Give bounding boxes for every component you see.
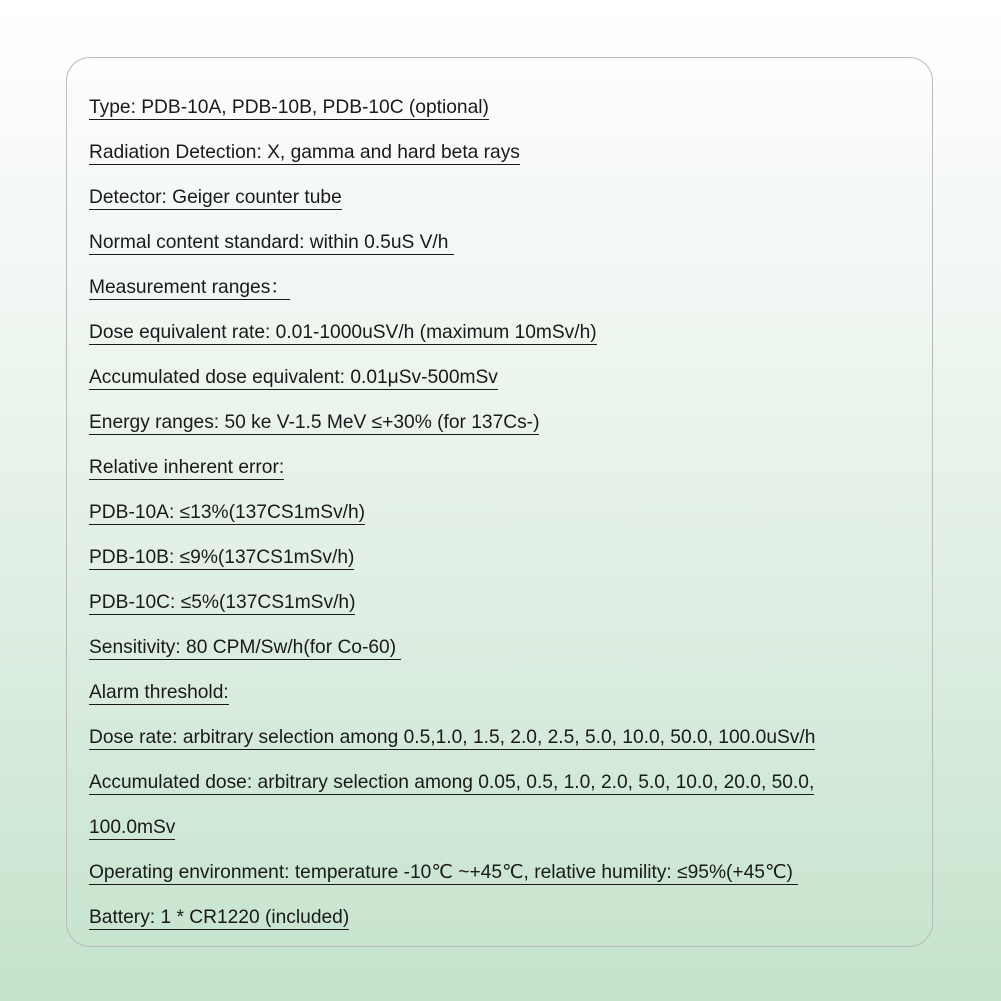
spec-error-pdb-10b: PDB-10B: ≤9%(137CS1mSv/h) <box>89 547 355 568</box>
spec-alarm-accumulated-dose: Accumulated dose: arbitrary selection among 0.05, 0.5, 1.0, 2.0, 5.0, 10.0, 20.0, 50.0, <box>89 772 815 793</box>
spec-error-pdb-10a: PDB-10A: ≤13%(137CS1mSv/h) <box>89 502 366 523</box>
spec-alarm-threshold-heading: Alarm threshold: <box>89 682 229 703</box>
specification-list <box>89 89 815 944</box>
spec-type: Type: PDB-10A, PDB-10B, PDB-10C (optional) <box>89 97 489 118</box>
spec-operating-environment: Operating environment: temperature -10℃ ~+45℃, relative humility: ≤95%(+45℃) <box>89 862 799 883</box>
specification-card <box>66 57 933 947</box>
spec-sensitivity: Sensitivity: 80 CPM/Sw/h(for Co-60) <box>89 637 402 658</box>
spec-energy-ranges: Energy ranges: 50 ke V-1.5 MeV ≤+30% (for 137Cs-) <box>89 412 540 433</box>
spec-alarm-accumulated-dose-continued: 100.0mSv <box>89 817 176 838</box>
spec-battery: Battery: 1 * CR1220 (included) <box>89 907 350 928</box>
spec-dose-equivalent-rate: Dose equivalent rate: 0.01-1000uSV/h (maximum 10mSv/h) <box>89 322 597 343</box>
spec-accumulated-dose-equivalent: Accumulated dose equivalent: 0.01μSv-500mSv <box>89 367 498 388</box>
spec-detector: Detector: Geiger counter tube <box>89 187 342 208</box>
spec-normal-content-standard: Normal content standard: within 0.5uS V/h <box>89 232 454 253</box>
spec-alarm-dose-rate: Dose rate: arbitrary selection among 0.5,1.0, 1.5, 2.0, 2.5, 5.0, 10.0, 50.0, 100.0uSv/h <box>89 727 816 748</box>
spec-error-pdb-10c: PDB-10C: ≤5%(137CS1mSv/h) <box>89 592 356 613</box>
spec-radiation-detection: Radiation Detection: X, gamma and hard beta rays <box>89 142 520 163</box>
spec-measurement-ranges-heading: Measurement ranges： <box>89 277 290 298</box>
spec-relative-inherent-error-heading: Relative inherent error: <box>89 457 285 478</box>
